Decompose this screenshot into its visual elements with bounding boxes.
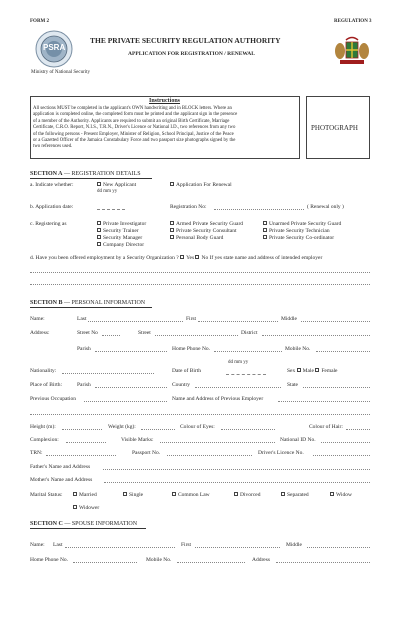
application-date-label: b. Application date:	[30, 204, 74, 210]
common-law-checkbox[interactable]	[172, 492, 176, 496]
spouse-name-label: Name:	[30, 542, 45, 548]
renewal-checkbox[interactable]	[170, 182, 174, 186]
street-label: Street	[138, 330, 151, 336]
role-checkbox[interactable]	[263, 221, 267, 225]
single-checkbox[interactable]	[123, 492, 127, 496]
place-of-birth-label: Place of Birth:	[30, 382, 63, 388]
offered-employment-instruction: If yes state name and address of intended employer	[209, 255, 323, 261]
role-label: Armed Private Security Guard	[176, 221, 244, 227]
previous-occupation-label: Previous Occupation	[30, 396, 76, 402]
renewal-only-note: ( Renewal only )	[307, 204, 344, 210]
drivers-licence-field[interactable]	[313, 455, 370, 456]
role-option[interactable]	[263, 228, 330, 235]
offered-employment-label: d. Have you been offered employment by a Security Organization ?	[30, 255, 179, 261]
form-subtitle: APPLICATION FOR REGISTRATION / RENEWAL	[128, 51, 255, 57]
national-id-label: National ID No.	[280, 437, 316, 443]
country-label: Country	[172, 382, 191, 388]
divorced-checkbox[interactable]	[234, 492, 238, 496]
district-label: District	[241, 330, 258, 336]
previous-employer-line-2[interactable]	[30, 414, 370, 415]
section-a-subheading: — REGISTRATION DETAILS	[62, 171, 141, 177]
married-label: Married	[79, 492, 97, 498]
spouse-home-phone-label: Home Phone No.	[30, 557, 69, 563]
spouse-first-name-field[interactable]	[195, 547, 280, 548]
marital-status-label: Marital Status:	[30, 492, 63, 498]
hair-colour-label: Colour of Hair:	[309, 424, 343, 430]
spouse-mobile-field[interactable]	[177, 562, 245, 563]
offered-employment-question	[30, 255, 322, 262]
regulation-number: REGULATION 3	[334, 19, 372, 24]
male-label: Male	[302, 368, 314, 374]
previous-occupation-field[interactable]	[84, 401, 167, 402]
marital-option[interactable]	[330, 492, 352, 499]
role-label: Company Director	[103, 242, 145, 248]
instruction-line: All sections MUST be completed in the applicant's OWN handwriting and in BLOCK letters. Where an	[33, 106, 232, 111]
instruction-line: Certificate, C.R.O. Report, N.I.S., T.R.N., Driver's Licence or National I.D., two references from any two	[33, 125, 236, 131]
height-label: Height (m):	[30, 424, 56, 430]
photograph-box[interactable]	[306, 96, 370, 159]
male-checkbox[interactable]	[297, 368, 301, 372]
offered-no-label: No	[201, 255, 209, 261]
spouse-last-name-field[interactable]	[65, 547, 175, 548]
spouse-mobile-label: Mobile No.	[146, 557, 172, 563]
intended-employer-line-1[interactable]	[30, 272, 370, 273]
application-date-field[interactable]	[97, 209, 125, 210]
section-b-subheading: — PERSONAL INFORMATION	[62, 300, 146, 306]
mobile-field[interactable]	[316, 351, 370, 352]
instructions-title: Instructions	[149, 98, 181, 104]
offered-no-checkbox[interactable]	[195, 255, 199, 259]
date-format-hint: dd mm yy	[97, 189, 118, 194]
state-label: State	[287, 382, 298, 388]
street-no-label: Street No	[77, 330, 98, 336]
instructions-text	[33, 106, 297, 151]
home-phone-label: Home Phone No.	[172, 346, 211, 352]
role-checkbox[interactable]	[263, 228, 267, 232]
role-checkbox[interactable]	[97, 235, 101, 239]
section-c-title	[30, 521, 137, 528]
role-checkbox[interactable]	[263, 235, 267, 239]
instruction-line: of the following persons - Present Employer, Minister of Religion, School Principal, Justice of the Peace	[33, 131, 234, 137]
spouse-middle-name-field[interactable]	[307, 547, 370, 548]
height-field[interactable]	[62, 429, 102, 430]
new-applicant-option[interactable]	[97, 182, 136, 189]
passport-field[interactable]	[167, 455, 252, 456]
role-option[interactable]	[263, 235, 334, 242]
role-label: Personal Body Guard	[176, 235, 224, 241]
street-no-field[interactable]	[102, 335, 120, 336]
marital-option[interactable]	[73, 492, 97, 499]
indicate-whether-label: a. Indicate whether:	[30, 182, 74, 188]
separated-label: Separated	[287, 492, 309, 498]
previous-employer-label: Name and Address of Previous Employer	[172, 396, 264, 402]
section-b-title	[30, 300, 145, 307]
mother-field[interactable]	[104, 482, 370, 483]
role-checkbox[interactable]	[170, 235, 174, 239]
ministry-label: Ministry of National Security	[31, 70, 91, 75]
role-label: Private Security Consultant	[176, 228, 237, 234]
role-checkbox[interactable]	[97, 228, 101, 232]
drivers-licence-label: Driver's Licence No.	[258, 450, 304, 456]
widower-label: Widower	[79, 505, 100, 511]
marital-option[interactable]	[281, 492, 309, 499]
role-option[interactable]	[97, 242, 144, 249]
father-label: Father's Name and Address	[30, 464, 91, 470]
mobile-label: Mobile No.	[285, 346, 311, 352]
birth-parish-field[interactable]	[95, 387, 167, 388]
parish-field[interactable]	[95, 351, 167, 352]
spouse-last-name-label: Last	[53, 542, 63, 548]
offered-yes-label: Yes	[186, 255, 195, 261]
role-checkbox[interactable]	[170, 228, 174, 232]
role-checkbox[interactable]	[97, 242, 101, 246]
name-label: Name:	[30, 316, 45, 322]
trn-field[interactable]	[46, 455, 116, 456]
role-checkbox[interactable]	[170, 221, 174, 225]
registration-number-field[interactable]	[214, 209, 304, 210]
separated-checkbox[interactable]	[281, 492, 285, 496]
authority-title: THE PRIVATE SECURITY REGULATION AUTHORITY	[90, 36, 281, 45]
marital-option[interactable]	[234, 492, 260, 499]
role-option[interactable]	[170, 235, 223, 242]
street-field[interactable]	[155, 335, 238, 336]
spouse-address-field[interactable]	[276, 562, 370, 563]
logo-lettering: PSRA	[43, 43, 66, 52]
marital-option[interactable]	[123, 492, 143, 499]
instruction-line: of a member of the Authority. Applicants are required to submit an original Birth Certificate, Marriage	[33, 118, 230, 124]
national-id-field[interactable]	[321, 442, 370, 443]
photograph-label: PHOTOGRAPH	[311, 124, 358, 132]
instruction-line: two references used.	[33, 144, 73, 150]
role-checkbox[interactable]	[97, 221, 101, 225]
widow-checkbox[interactable]	[330, 492, 334, 496]
offered-yes-checkbox[interactable]	[180, 255, 184, 259]
spouse-middle-name-label: Middle	[286, 542, 302, 548]
section-b-heading: SECTION B	[30, 300, 63, 306]
common-law-label: Common Law	[178, 492, 210, 498]
eye-colour-field[interactable]	[221, 429, 275, 430]
form-number: FORM 2	[30, 19, 50, 24]
first-name-field[interactable]	[198, 321, 278, 322]
last-name-label: Last	[77, 316, 87, 322]
passport-label: Passport No.	[132, 450, 161, 456]
role-label: Private Security Co-ordinator	[269, 235, 335, 241]
spouse-address-label: Address	[252, 557, 271, 563]
parish-label: Parish	[77, 346, 91, 352]
divorced-label: Divorced	[240, 492, 261, 498]
registration-number-label: Registration No:	[170, 204, 207, 210]
psra-logo	[34, 29, 74, 69]
complexion-label: Complexion:	[30, 437, 59, 443]
complexion-field[interactable]	[66, 442, 106, 443]
hair-colour-field[interactable]	[346, 429, 370, 430]
state-field[interactable]	[303, 387, 370, 388]
role-option[interactable]	[97, 228, 139, 235]
widow-label: Widow	[336, 492, 352, 498]
middle-name-field[interactable]	[301, 321, 370, 322]
nationality-field[interactable]	[62, 373, 154, 374]
new-applicant-label: New Applicant	[103, 182, 137, 188]
spouse-home-phone-field[interactable]	[73, 562, 137, 563]
role-option[interactable]	[263, 221, 341, 228]
section-a-heading: SECTION A	[30, 171, 63, 177]
role-label: Security Trainer	[103, 228, 139, 234]
spouse-first-name-label: First	[181, 542, 192, 548]
middle-name-label: Middle	[281, 316, 297, 322]
role-option[interactable]	[170, 221, 243, 228]
dob-label: Date of Birth	[172, 368, 202, 374]
renewal-option[interactable]	[170, 182, 232, 189]
address-label: Address:	[30, 330, 50, 336]
sex-label: Sex	[287, 368, 296, 374]
single-label: Single	[129, 492, 144, 498]
weight-label: Weight (kg):	[108, 424, 136, 430]
birth-parish-label: Parish	[77, 382, 91, 388]
nationality-label: Nationality:	[30, 368, 57, 374]
role-label: Private Investigator	[103, 221, 147, 227]
role-option[interactable]	[97, 221, 146, 228]
widower-checkbox[interactable]	[73, 505, 77, 509]
last-name-field[interactable]	[88, 321, 183, 322]
country-field[interactable]	[195, 387, 281, 388]
role-option[interactable]	[97, 235, 142, 242]
sex-question	[287, 368, 338, 375]
instruction-line: application is completed online, the completed form must be printed and the applicant sign in the presence	[33, 112, 238, 118]
weight-field[interactable]	[141, 429, 175, 430]
visible-marks-field[interactable]	[160, 442, 275, 443]
role-label: Unarmed Private Security Guard	[269, 221, 342, 227]
section-c-heading: SECTION C	[30, 521, 63, 527]
previous-employer-field[interactable]	[278, 401, 370, 402]
eye-colour-label: Colour of Eyes:	[180, 424, 215, 430]
section-a-title	[30, 171, 141, 178]
first-name-label: First	[186, 316, 197, 322]
role-option[interactable]	[170, 228, 237, 235]
registering-as-label: c. Registering as	[30, 221, 67, 227]
dob-format-hint: dd mm yy	[228, 360, 249, 365]
instruction-line: or a Gazetted Officer of the Jamaica Constabulary Force and two passport size photographs signed by the	[33, 138, 236, 144]
section-c-subheading: — SPOUSE INFORMATION	[62, 521, 138, 527]
dob-field[interactable]	[226, 374, 266, 375]
home-phone-field[interactable]	[214, 351, 282, 352]
renewal-label: Application For Renewal	[176, 182, 232, 188]
female-checkbox[interactable]	[315, 368, 319, 372]
father-field[interactable]	[103, 469, 370, 470]
role-label: Security Manager	[103, 235, 143, 241]
new-applicant-checkbox[interactable]	[97, 182, 101, 186]
married-checkbox[interactable]	[73, 492, 77, 496]
coat-of-arms-icon	[334, 36, 370, 66]
district-field[interactable]	[262, 335, 370, 336]
female-label: Female	[321, 368, 338, 374]
trn-label: TRN:	[30, 450, 43, 456]
intended-employer-line-2[interactable]	[30, 284, 370, 285]
marital-option[interactable]	[172, 492, 210, 499]
mother-label: Mother's Name and Address	[30, 477, 93, 483]
visible-marks-label: Visible Marks:	[121, 437, 154, 443]
marital-option[interactable]	[73, 505, 99, 512]
role-label: Private Security Technician	[269, 228, 330, 234]
